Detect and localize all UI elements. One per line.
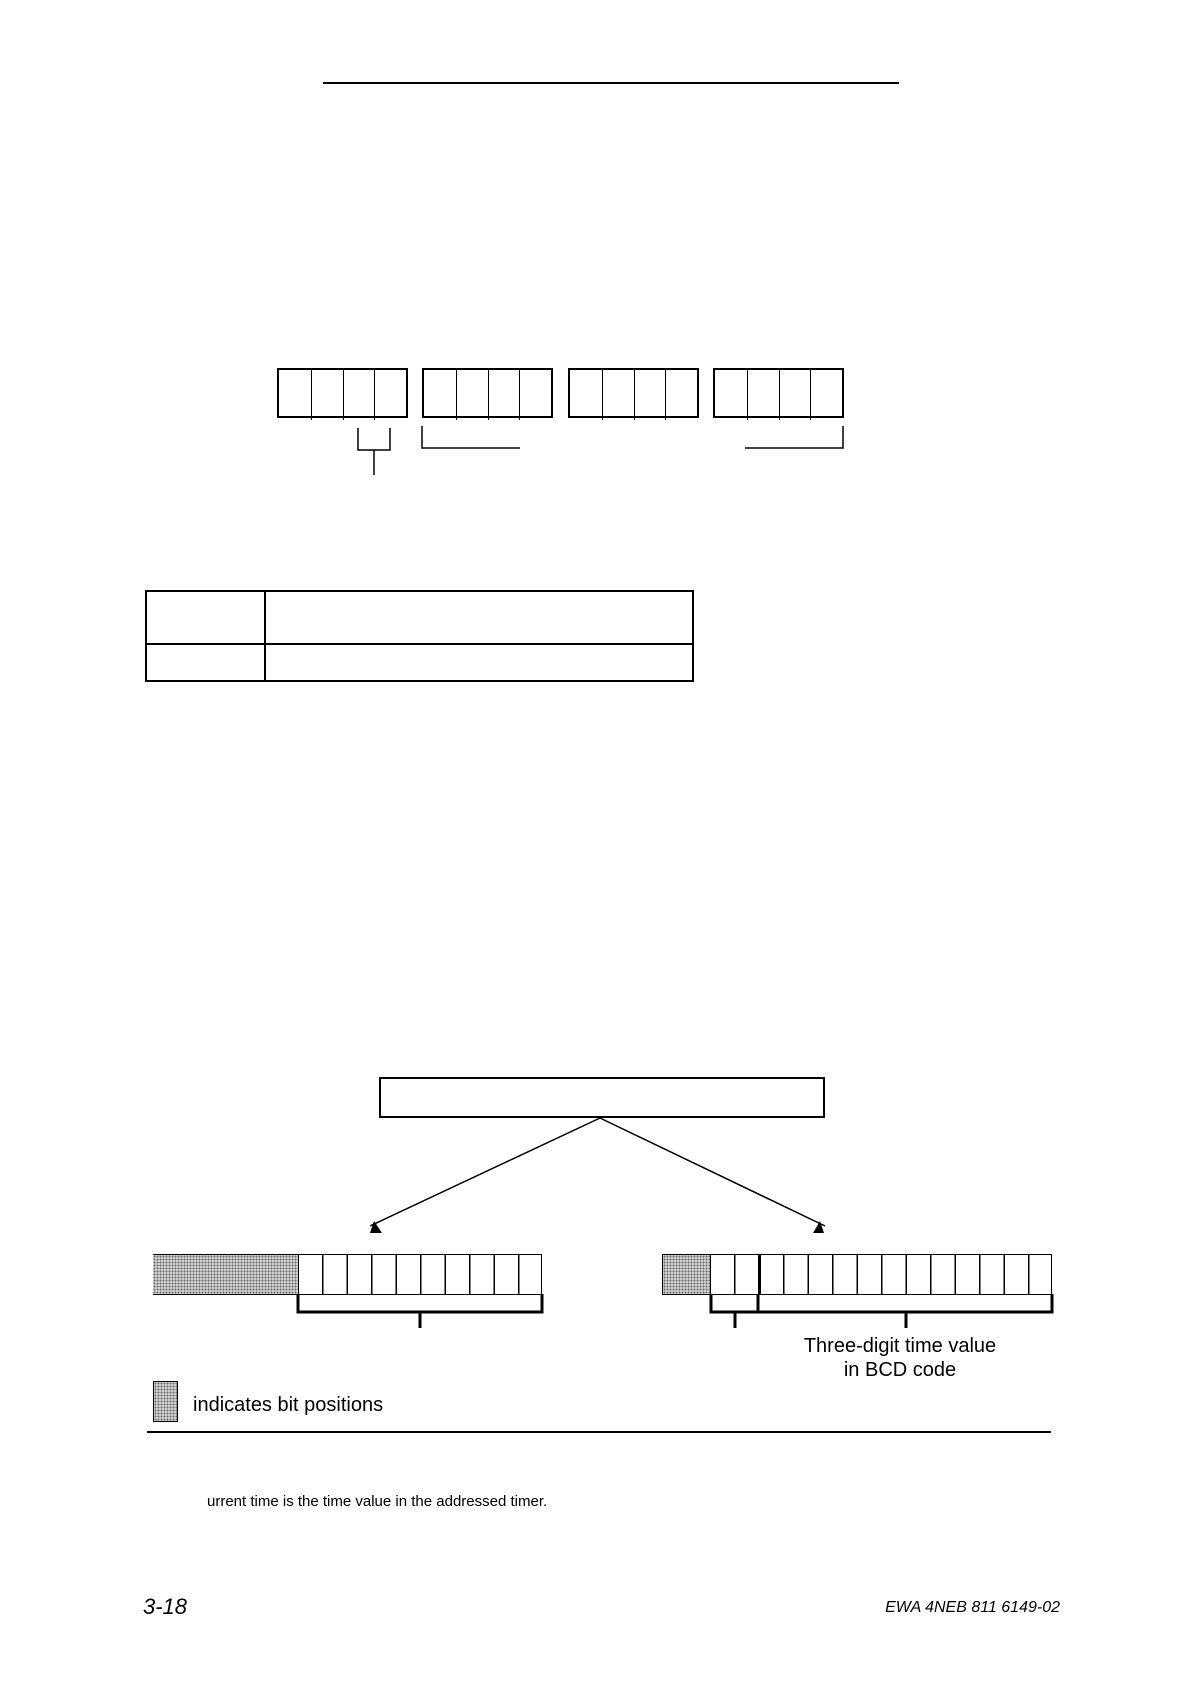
bit-cell: [424, 370, 456, 420]
right-register-cells: [710, 1254, 1052, 1295]
right-register-label-line1: Three-digit time value: [803, 1335, 997, 1357]
header-rule: [323, 82, 899, 84]
bit-cell: [343, 370, 375, 420]
right-register-divider: [758, 1254, 761, 1295]
footnote: urrent time is the time value in the addressed timer.: [207, 1493, 548, 1510]
left-register-hatched: [153, 1254, 299, 1295]
bit-group-4: [713, 368, 844, 418]
bit-cell: [519, 370, 551, 420]
bit-cell: [374, 370, 406, 420]
branch-arrows: [370, 1115, 840, 1235]
source-box: [379, 1077, 825, 1118]
bit-cell: [665, 370, 697, 420]
legend-text: indicates bit positions: [193, 1394, 384, 1416]
table-outline: [145, 590, 694, 682]
legend-hatch-swatch: [153, 1381, 178, 1422]
right-register-brackets: [708, 1294, 1058, 1334]
diagram-bottom-rule: [147, 1431, 1051, 1433]
bit-cell: [311, 370, 343, 420]
bit-cell: [747, 370, 779, 420]
bit-cell: [570, 370, 602, 420]
bit-cell: [810, 370, 842, 420]
bit-word-brackets: [340, 420, 860, 480]
bit-cell: [488, 370, 520, 420]
table-row-divider: [145, 643, 694, 645]
right-register-hatched: [662, 1254, 710, 1295]
bit-cell: [779, 370, 811, 420]
bit-group-1: [277, 368, 408, 418]
table-column-divider: [264, 590, 266, 682]
bit-cell: [715, 370, 747, 420]
bit-cell: [456, 370, 488, 420]
bit-group-2: [422, 368, 553, 418]
page-number: 3-18: [143, 1594, 188, 1619]
document-id: EWA 4NEB 811 6149-02: [885, 1599, 1060, 1616]
bit-cell: [602, 370, 634, 420]
bit-cell: [634, 370, 666, 420]
bit-cell: [279, 370, 311, 420]
left-register-bracket: [296, 1294, 546, 1334]
left-register-cells: [298, 1254, 542, 1295]
bit-group-3: [568, 368, 699, 418]
right-register-label-line2: in BCD code: [843, 1359, 957, 1381]
